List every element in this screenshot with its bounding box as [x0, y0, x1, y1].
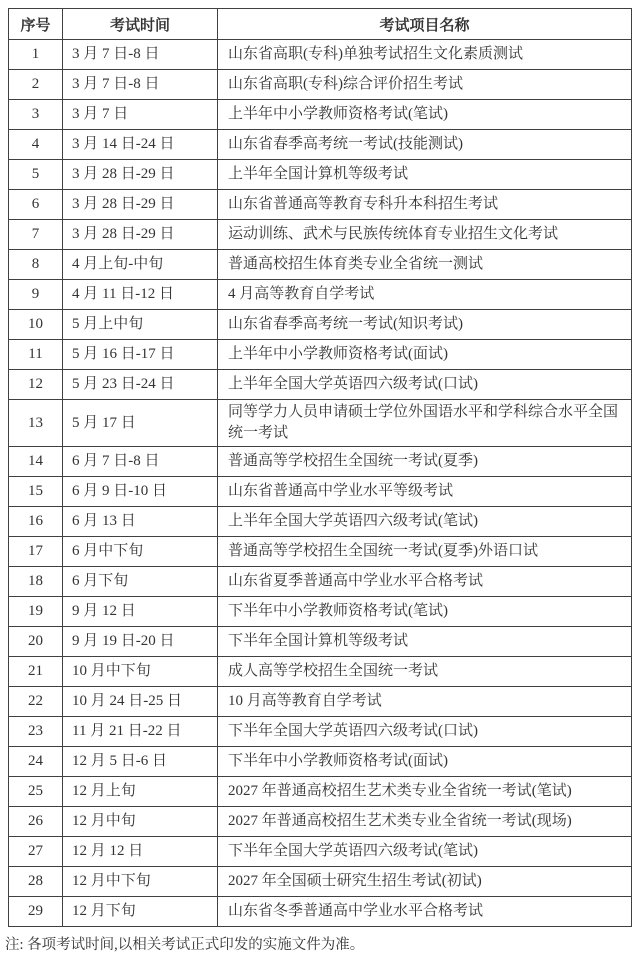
row-number: 24	[9, 747, 63, 777]
row-number: 5	[9, 160, 63, 190]
exam-name: 上半年全国大学英语四六级考试(口试)	[218, 370, 632, 400]
exam-name: 普通高校招生体育类专业全省统一测试	[218, 250, 632, 280]
exam-time: 5 月 23 日-24 日	[63, 370, 218, 400]
exam-schedule-table-container	[8, 8, 632, 927]
exam-time: 3 月 7 日-8 日	[63, 70, 218, 100]
exam-time: 5 月上中旬	[63, 310, 218, 340]
footnote: 注: 各项考试时间,以相关考试正式印发的实施文件为准。	[5, 937, 365, 953]
exam-time: 12 月下旬	[63, 897, 218, 927]
exam-time: 3 月 28 日-29 日	[63, 220, 218, 250]
table-row	[9, 507, 632, 537]
exam-time: 10 月中下旬	[63, 657, 218, 687]
row-number: 27	[9, 837, 63, 867]
exam-schedule-table	[8, 8, 632, 927]
exam-time: 4 月 11 日-12 日	[63, 280, 218, 310]
table-row	[9, 130, 632, 160]
exam-time: 12 月中旬	[63, 807, 218, 837]
header-exam-name: 考试项目名称	[218, 9, 632, 40]
row-number: 4	[9, 130, 63, 160]
exam-name: 山东省春季高考统一考试(知识考试)	[218, 310, 632, 340]
exam-name: 2027 年全国硕士研究生招生考试(初试)	[218, 867, 632, 897]
table-row	[9, 70, 632, 100]
exam-name: 下半年全国计算机等级考试	[218, 627, 632, 657]
table-row	[9, 747, 632, 777]
exam-time: 6 月 9 日-10 日	[63, 477, 218, 507]
row-number: 11	[9, 340, 63, 370]
table-row	[9, 717, 632, 747]
header-serial-number: 序号	[9, 9, 63, 40]
exam-name: 上半年中小学教师资格考试(笔试)	[218, 100, 632, 130]
exam-name: 同等学力人员申请硕士学位外国语水平和学科综合水平全国统一考试	[218, 400, 632, 447]
exam-name: 下半年中小学教师资格考试(面试)	[218, 747, 632, 777]
exam-name: 2027 年普通高校招生艺术类专业全省统一考试(笔试)	[218, 777, 632, 807]
table-row	[9, 777, 632, 807]
exam-name: 10 月高等教育自学考试	[218, 687, 632, 717]
exam-name: 上半年全国大学英语四六级考试(笔试)	[218, 507, 632, 537]
exam-name: 普通高等学校招生全国统一考试(夏季)	[218, 447, 632, 477]
row-number: 3	[9, 100, 63, 130]
exam-time: 9 月 19 日-20 日	[63, 627, 218, 657]
row-number: 29	[9, 897, 63, 927]
table-row	[9, 687, 632, 717]
table-row	[9, 537, 632, 567]
row-number: 1	[9, 40, 63, 70]
exam-name: 2027 年普通高校招生艺术类专业全省统一考试(现场)	[218, 807, 632, 837]
row-number: 14	[9, 447, 63, 477]
table-row	[9, 807, 632, 837]
table-row	[9, 280, 632, 310]
row-number: 2	[9, 70, 63, 100]
exam-time: 12 月 12 日	[63, 837, 218, 867]
header-exam-time: 考试时间	[63, 9, 218, 40]
table-row	[9, 370, 632, 400]
exam-name: 山东省夏季普通高中学业水平合格考试	[218, 567, 632, 597]
table-row	[9, 477, 632, 507]
exam-time: 3 月 28 日-29 日	[63, 190, 218, 220]
exam-time: 11 月 21 日-22 日	[63, 717, 218, 747]
exam-time: 3 月 14 日-24 日	[63, 130, 218, 160]
row-number: 20	[9, 627, 63, 657]
table-row	[9, 567, 632, 597]
row-number: 9	[9, 280, 63, 310]
exam-name: 上半年中小学教师资格考试(面试)	[218, 340, 632, 370]
table-row	[9, 340, 632, 370]
row-number: 16	[9, 507, 63, 537]
exam-name: 山东省普通高中学业水平等级考试	[218, 477, 632, 507]
exam-name: 山东省高职(专科)综合评价招生考试	[218, 70, 632, 100]
exam-time: 6 月中下旬	[63, 537, 218, 567]
row-number: 21	[9, 657, 63, 687]
exam-time: 10 月 24 日-25 日	[63, 687, 218, 717]
exam-name: 上半年全国计算机等级考试	[218, 160, 632, 190]
exam-name: 下半年中小学教师资格考试(笔试)	[218, 597, 632, 627]
exam-time: 3 月 7 日-8 日	[63, 40, 218, 70]
row-number: 10	[9, 310, 63, 340]
table-row	[9, 657, 632, 687]
row-number: 23	[9, 717, 63, 747]
row-number: 8	[9, 250, 63, 280]
table-row	[9, 627, 632, 657]
exam-time: 3 月 28 日-29 日	[63, 160, 218, 190]
row-number: 25	[9, 777, 63, 807]
table-row	[9, 100, 632, 130]
exam-time: 4 月上旬-中旬	[63, 250, 218, 280]
exam-time: 12 月 5 日-6 日	[63, 747, 218, 777]
table-row	[9, 250, 632, 280]
table-row	[9, 220, 632, 250]
row-number: 19	[9, 597, 63, 627]
exam-time: 3 月 7 日	[63, 100, 218, 130]
row-number: 22	[9, 687, 63, 717]
exam-time: 9 月 12 日	[63, 597, 218, 627]
row-number: 12	[9, 370, 63, 400]
table-row	[9, 160, 632, 190]
row-number: 15	[9, 477, 63, 507]
row-number: 18	[9, 567, 63, 597]
table-row	[9, 867, 632, 897]
exam-name: 成人高等学校招生全国统一考试	[218, 657, 632, 687]
table-row	[9, 837, 632, 867]
row-number: 28	[9, 867, 63, 897]
table-row	[9, 190, 632, 220]
table-body	[9, 40, 632, 927]
exam-time: 5 月 16 日-17 日	[63, 340, 218, 370]
exam-name: 普通高等学校招生全国统一考试(夏季)外语口试	[218, 537, 632, 567]
exam-time: 5 月 17 日	[63, 400, 218, 447]
exam-time: 12 月上旬	[63, 777, 218, 807]
row-number: 17	[9, 537, 63, 567]
exam-time: 12 月中下旬	[63, 867, 218, 897]
row-number: 26	[9, 807, 63, 837]
row-number: 7	[9, 220, 63, 250]
row-number: 6	[9, 190, 63, 220]
exam-time: 6 月 13 日	[63, 507, 218, 537]
table-row	[9, 400, 632, 447]
row-number: 13	[9, 400, 63, 447]
exam-time: 6 月下旬	[63, 567, 218, 597]
exam-name: 山东省冬季普通高中学业水平合格考试	[218, 897, 632, 927]
exam-time: 6 月 7 日-8 日	[63, 447, 218, 477]
table-header-row	[9, 9, 632, 40]
exam-name: 运动训练、武术与民族传统体育专业招生文化考试	[218, 220, 632, 250]
exam-name: 山东省春季高考统一考试(技能测试)	[218, 130, 632, 160]
table-row	[9, 40, 632, 70]
exam-name: 山东省高职(专科)单独考试招生文化素质测试	[218, 40, 632, 70]
exam-name: 下半年全国大学英语四六级考试(笔试)	[218, 837, 632, 867]
table-row	[9, 597, 632, 627]
exam-name: 山东省普通高等教育专科升本科招生考试	[218, 190, 632, 220]
table-row	[9, 447, 632, 477]
table-row	[9, 310, 632, 340]
exam-name: 下半年全国大学英语四六级考试(口试)	[218, 717, 632, 747]
table-row	[9, 897, 632, 927]
exam-name: 4 月高等教育自学考试	[218, 280, 632, 310]
